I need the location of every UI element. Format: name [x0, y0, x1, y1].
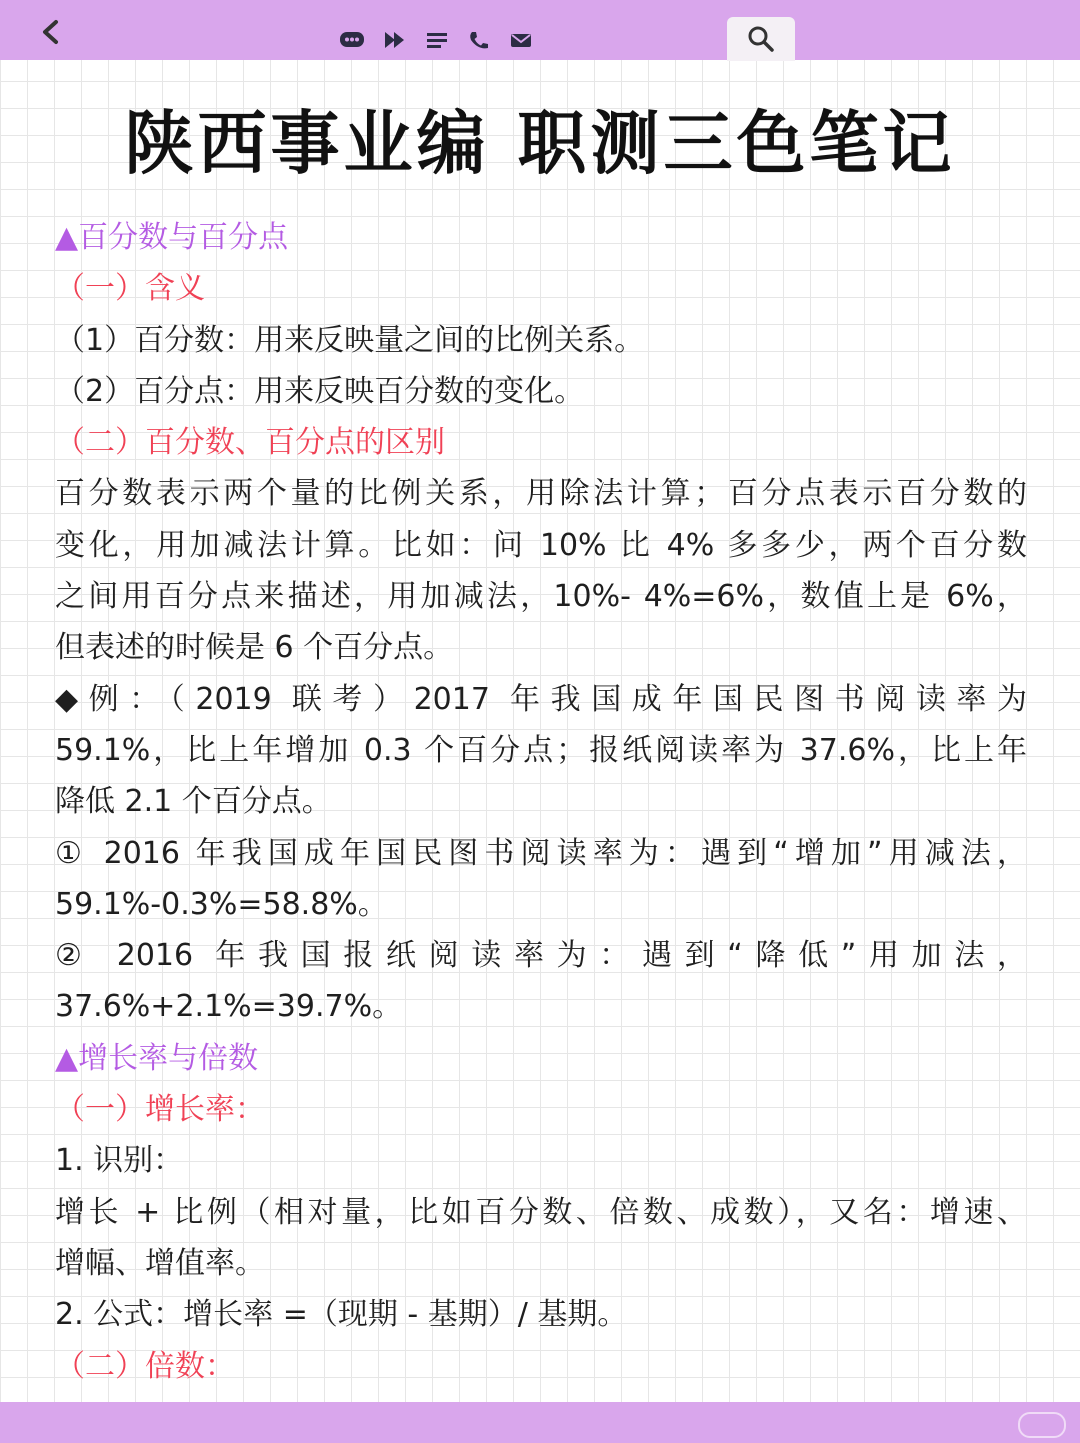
text-line: 但表述的时候是 6 个百分点。 — [55, 630, 454, 666]
mail-icon[interactable] — [508, 29, 534, 51]
search-button[interactable] — [727, 17, 795, 61]
watermark-logo — [1018, 1412, 1066, 1438]
text-line: 增幅、增值率。 — [55, 1245, 265, 1281]
text-line: 降低 2.1 个百分点。 — [55, 784, 332, 820]
text-line: 37.6%+2.1%=39.7%。 — [55, 989, 403, 1025]
fast-forward-icon[interactable] — [382, 29, 408, 51]
page-title: 陕西事业编 职测三色笔记 — [124, 104, 956, 184]
text-line: ② 2016 年我国报纸阅读率为：遇到“降低”用加法， — [55, 938, 1027, 974]
search-icon — [746, 24, 776, 54]
bottom-bar — [0, 1402, 1080, 1443]
text-line: 2. 公式：增长率 =（现期 - 基期）/ 基期。 — [55, 1297, 628, 1333]
text-line: 59.1%，比上年增加 0.3 个百分点；报纸阅读率为 37.6%，比上年 — [55, 732, 1027, 768]
subsection-heading: （二）倍数： — [55, 1348, 235, 1384]
text-line: 59.1%-0.3%=58.8%。 — [55, 886, 388, 922]
subsection-heading: （一）增长率： — [55, 1092, 265, 1128]
top-bar — [0, 0, 1080, 60]
text-line: 百分数表示两个量的比例关系，用除法计算；百分点表示百分数的 — [55, 476, 1027, 512]
note-content — [55, 212, 1027, 1392]
section-heading: ▲增长率与倍数 — [55, 1040, 259, 1076]
subsection-heading: （二）百分数、百分点的区别 — [55, 425, 445, 461]
text-line: （2）百分点：用来反映百分数的变化。 — [55, 373, 585, 409]
text-line: 增长 + 比例（相对量，比如百分数、倍数、成数），又名：增速、 — [55, 1194, 1027, 1230]
text-line: 之间用百分点来描述，用加减法，10%- 4%=6%，数值上是 6%， — [55, 579, 1027, 615]
text-line: ① 2016 年我国成年国民图书阅读率为：遇到“增加”用减法， — [55, 835, 1027, 871]
text-line: （1）百分数：用来反映量之间的比例关系。 — [55, 322, 645, 358]
text-line: 变化，用加减法计算。比如：问 10% 比 4% 多多少，两个百分数 — [55, 527, 1027, 563]
phone-icon[interactable] — [466, 29, 492, 51]
subsection-heading: （一）含义 — [55, 271, 205, 307]
list-icon[interactable] — [424, 29, 450, 51]
section-heading: ▲百分数与百分点 — [55, 220, 289, 255]
text-line: 1. 识别： — [55, 1143, 184, 1179]
example-line: ◆例：（2019 联考）2017 年我国成年国民图书阅读率为 — [55, 681, 1027, 717]
toolbar-icons — [338, 28, 534, 52]
chevron-left-icon[interactable] — [34, 14, 70, 50]
chat-bubble-icon[interactable] — [338, 29, 366, 51]
